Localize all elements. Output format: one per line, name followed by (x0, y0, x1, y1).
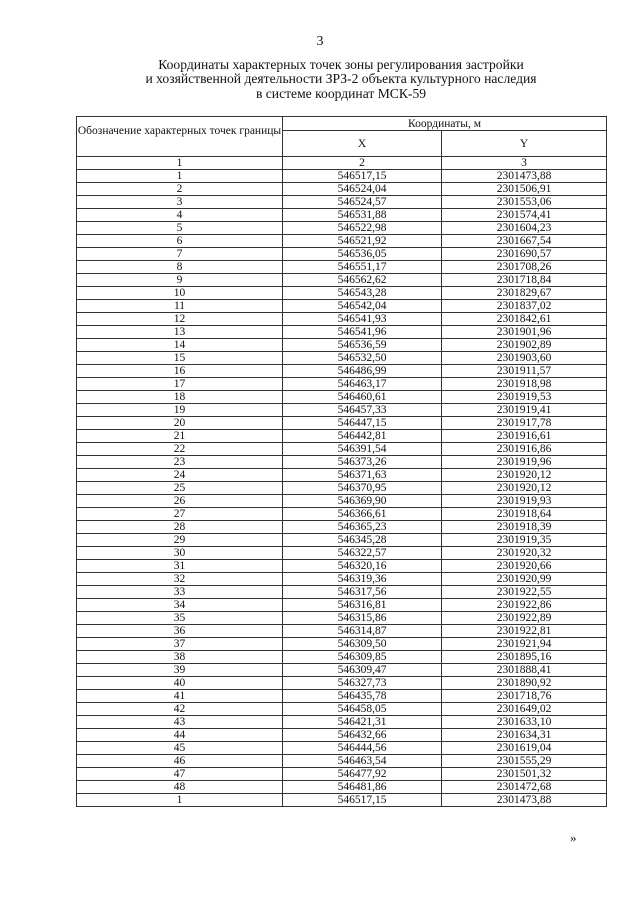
header-coordinates: Координаты, м (283, 117, 607, 131)
table-row (77, 781, 607, 794)
point-number-cell: 18 (77, 391, 283, 404)
y-coordinate-cell: 2301473,88 (442, 794, 607, 807)
y-coordinate-cell: 2301919,93 (442, 495, 607, 508)
x-coordinate-cell: 546524,04 (283, 183, 442, 196)
y-coordinate-cell: 2301919,96 (442, 456, 607, 469)
y-coordinate-cell: 2301604,23 (442, 222, 607, 235)
x-coordinate-cell: 546536,05 (283, 248, 442, 261)
table-row (77, 534, 607, 547)
document-title (76, 58, 606, 101)
point-number-cell: 10 (77, 287, 283, 300)
x-coordinate-cell: 546391,54 (283, 443, 442, 456)
y-coordinate-cell: 2301916,61 (442, 430, 607, 443)
table-row (77, 261, 607, 274)
point-number-cell: 38 (77, 651, 283, 664)
x-coordinate-cell: 546370,95 (283, 482, 442, 495)
table-row (77, 794, 607, 807)
x-coordinate-cell: 546432,66 (283, 729, 442, 742)
table-row (77, 391, 607, 404)
x-coordinate-cell: 546369,90 (283, 495, 442, 508)
table-row (77, 170, 607, 183)
point-number-cell: 35 (77, 612, 283, 625)
x-coordinate-cell: 546463,54 (283, 755, 442, 768)
table-row (77, 768, 607, 781)
point-number-cell: 13 (77, 326, 283, 339)
x-coordinate-cell: 546447,15 (283, 417, 442, 430)
y-coordinate-cell: 2301920,99 (442, 573, 607, 586)
table-row (77, 521, 607, 534)
y-coordinate-cell: 2301718,84 (442, 274, 607, 287)
point-number-cell: 45 (77, 742, 283, 755)
table-row (77, 664, 607, 677)
table-row (77, 274, 607, 287)
point-number-cell: 8 (77, 261, 283, 274)
table-row (77, 339, 607, 352)
x-coordinate-cell: 546531,88 (283, 209, 442, 222)
table-row (77, 222, 607, 235)
point-number-cell: 20 (77, 417, 283, 430)
table-row (77, 586, 607, 599)
point-number-cell: 23 (77, 456, 283, 469)
point-number-cell: 22 (77, 443, 283, 456)
x-coordinate-cell: 546536,59 (283, 339, 442, 352)
y-coordinate-cell: 2301829,67 (442, 287, 607, 300)
title-line-1: Координаты характерных точек зоны регулирования застройки (158, 57, 524, 72)
table-row (77, 638, 607, 651)
table-row (77, 248, 607, 261)
table-row (77, 573, 607, 586)
y-coordinate-cell: 2301555,29 (442, 755, 607, 768)
x-coordinate-cell: 546314,87 (283, 625, 442, 638)
column-numbering-row (77, 157, 607, 170)
table-row (77, 508, 607, 521)
point-number-cell: 7 (77, 248, 283, 261)
x-coordinate-cell: 546463,17 (283, 378, 442, 391)
point-number-cell: 9 (77, 274, 283, 287)
continuation-mark: » (570, 830, 577, 845)
point-number-cell: 19 (77, 404, 283, 417)
table-row (77, 404, 607, 417)
table-row (77, 560, 607, 573)
y-coordinate-cell: 2301690,57 (442, 248, 607, 261)
x-coordinate-cell: 546517,15 (283, 170, 442, 183)
x-coordinate-cell: 546551,17 (283, 261, 442, 274)
x-coordinate-cell: 546421,31 (283, 716, 442, 729)
column-number: 2 (283, 157, 442, 170)
x-coordinate-cell: 546365,23 (283, 521, 442, 534)
table-row (77, 352, 607, 365)
x-coordinate-cell: 546319,36 (283, 573, 442, 586)
x-coordinate-cell: 546309,47 (283, 664, 442, 677)
point-number-cell: 43 (77, 716, 283, 729)
x-coordinate-cell: 546460,61 (283, 391, 442, 404)
point-number-cell: 42 (77, 703, 283, 716)
y-coordinate-cell: 2301920,32 (442, 547, 607, 560)
table-header-row (77, 117, 607, 131)
y-coordinate-cell: 2301919,35 (442, 534, 607, 547)
x-coordinate-cell: 546316,81 (283, 599, 442, 612)
x-coordinate-cell: 546309,50 (283, 638, 442, 651)
y-coordinate-cell: 2301920,66 (442, 560, 607, 573)
table-row (77, 417, 607, 430)
table-row (77, 599, 607, 612)
table-row (77, 716, 607, 729)
x-coordinate-cell: 546322,57 (283, 547, 442, 560)
y-coordinate-cell: 2301473,88 (442, 170, 607, 183)
y-coordinate-cell: 2301918,39 (442, 521, 607, 534)
header-x: X (283, 131, 442, 157)
y-coordinate-cell: 2301708,26 (442, 261, 607, 274)
point-number-cell: 27 (77, 508, 283, 521)
y-coordinate-cell: 2301634,31 (442, 729, 607, 742)
table-row (77, 430, 607, 443)
page-number: 3 (316, 34, 324, 49)
header-y: Y (442, 131, 607, 157)
point-number-cell: 1 (77, 794, 283, 807)
table-row (77, 365, 607, 378)
x-coordinate-cell: 546457,33 (283, 404, 442, 417)
y-coordinate-cell: 2301895,16 (442, 651, 607, 664)
table-row (77, 196, 607, 209)
point-number-cell: 5 (77, 222, 283, 235)
point-number-cell: 16 (77, 365, 283, 378)
table-row (77, 495, 607, 508)
table-row (77, 235, 607, 248)
point-number-cell: 44 (77, 729, 283, 742)
table-row (77, 456, 607, 469)
x-coordinate-cell: 546444,56 (283, 742, 442, 755)
x-coordinate-cell: 546327,73 (283, 677, 442, 690)
title-line-2: и хозяйственной деятельности ЗРЗ-2 объекта культурного наследия (145, 71, 537, 87)
x-coordinate-cell: 546345,28 (283, 534, 442, 547)
point-number-cell: 29 (77, 534, 283, 547)
y-coordinate-cell: 2301718,76 (442, 690, 607, 703)
y-coordinate-cell: 2301920,12 (442, 482, 607, 495)
point-number-cell: 28 (77, 521, 283, 534)
column-number: 3 (442, 157, 607, 170)
y-coordinate-cell: 2301472,68 (442, 781, 607, 794)
y-coordinate-cell: 2301920,12 (442, 469, 607, 482)
coordinates-table (76, 116, 607, 807)
point-number-cell: 3 (77, 196, 283, 209)
point-number-cell: 14 (77, 339, 283, 352)
y-coordinate-cell: 2301506,91 (442, 183, 607, 196)
point-number-cell: 1 (77, 170, 283, 183)
point-number-cell: 46 (77, 755, 283, 768)
y-coordinate-cell: 2301922,89 (442, 612, 607, 625)
y-coordinate-cell: 2301633,10 (442, 716, 607, 729)
point-number-cell: 25 (77, 482, 283, 495)
y-coordinate-cell: 2301919,41 (442, 404, 607, 417)
table-row (77, 612, 607, 625)
x-coordinate-cell: 546543,28 (283, 287, 442, 300)
x-coordinate-cell: 546541,93 (283, 313, 442, 326)
table-row (77, 183, 607, 196)
table-row (77, 378, 607, 391)
y-coordinate-cell: 2301842,61 (442, 313, 607, 326)
y-coordinate-cell: 2301911,57 (442, 365, 607, 378)
table-row (77, 755, 607, 768)
x-coordinate-cell: 546373,26 (283, 456, 442, 469)
x-coordinate-cell: 546532,50 (283, 352, 442, 365)
table-row (77, 443, 607, 456)
y-coordinate-cell: 2301890,92 (442, 677, 607, 690)
table-row (77, 729, 607, 742)
column-number: 1 (77, 157, 283, 170)
x-coordinate-cell: 546435,78 (283, 690, 442, 703)
table-row (77, 742, 607, 755)
table-row (77, 287, 607, 300)
table-row (77, 313, 607, 326)
y-coordinate-cell: 2301649,02 (442, 703, 607, 716)
x-coordinate-cell: 546542,04 (283, 300, 442, 313)
x-coordinate-cell: 546442,81 (283, 430, 442, 443)
y-coordinate-cell: 2301918,64 (442, 508, 607, 521)
table-row (77, 625, 607, 638)
point-number-cell: 40 (77, 677, 283, 690)
x-coordinate-cell: 546521,92 (283, 235, 442, 248)
table-row (77, 209, 607, 222)
y-coordinate-cell: 2301553,06 (442, 196, 607, 209)
point-number-cell: 24 (77, 469, 283, 482)
y-coordinate-cell: 2301917,78 (442, 417, 607, 430)
y-coordinate-cell: 2301903,60 (442, 352, 607, 365)
point-number-cell: 48 (77, 781, 283, 794)
x-coordinate-cell: 546481,86 (283, 781, 442, 794)
y-coordinate-cell: 2301916,86 (442, 443, 607, 456)
point-number-cell: 17 (77, 378, 283, 391)
y-coordinate-cell: 2301619,04 (442, 742, 607, 755)
table-row (77, 300, 607, 313)
point-number-cell: 34 (77, 599, 283, 612)
x-coordinate-cell: 546522,98 (283, 222, 442, 235)
point-number-cell: 2 (77, 183, 283, 196)
x-coordinate-cell: 546320,16 (283, 560, 442, 573)
table-row (77, 677, 607, 690)
x-coordinate-cell: 546524,57 (283, 196, 442, 209)
point-number-cell: 33 (77, 586, 283, 599)
point-number-cell: 12 (77, 313, 283, 326)
table-row (77, 690, 607, 703)
point-number-cell: 37 (77, 638, 283, 651)
y-coordinate-cell: 2301919,53 (442, 391, 607, 404)
point-number-cell: 6 (77, 235, 283, 248)
table-row (77, 547, 607, 560)
point-number-cell: 26 (77, 495, 283, 508)
y-coordinate-cell: 2301922,55 (442, 586, 607, 599)
table-row (77, 469, 607, 482)
point-number-cell: 32 (77, 573, 283, 586)
table-row (77, 326, 607, 339)
x-coordinate-cell: 546458,05 (283, 703, 442, 716)
y-coordinate-cell: 2301574,41 (442, 209, 607, 222)
point-number-cell: 15 (77, 352, 283, 365)
x-coordinate-cell: 546366,61 (283, 508, 442, 521)
point-number-cell: 41 (77, 690, 283, 703)
point-number-cell: 47 (77, 768, 283, 781)
point-number-cell: 39 (77, 664, 283, 677)
x-coordinate-cell: 546541,96 (283, 326, 442, 339)
y-coordinate-cell: 2301918,98 (442, 378, 607, 391)
point-number-cell: 36 (77, 625, 283, 638)
x-coordinate-cell: 546486,99 (283, 365, 442, 378)
y-coordinate-cell: 2301922,81 (442, 625, 607, 638)
point-number-cell: 30 (77, 547, 283, 560)
y-coordinate-cell: 2301902,89 (442, 339, 607, 352)
point-number-cell: 11 (77, 300, 283, 313)
x-coordinate-cell: 546562,62 (283, 274, 442, 287)
point-number-cell: 31 (77, 560, 283, 573)
y-coordinate-cell: 2301921,94 (442, 638, 607, 651)
y-coordinate-cell: 2301837,02 (442, 300, 607, 313)
y-coordinate-cell: 2301667,54 (442, 235, 607, 248)
y-coordinate-cell: 2301888,41 (442, 664, 607, 677)
table-row (77, 482, 607, 495)
point-number-cell: 4 (77, 209, 283, 222)
title-line-3: в системе координат МСК-59 (255, 85, 427, 101)
table-row (77, 703, 607, 716)
x-coordinate-cell: 546317,56 (283, 586, 442, 599)
y-coordinate-cell: 2301901,96 (442, 326, 607, 339)
header-point-designation: Обозначение характерных точек границы (77, 117, 283, 157)
point-number-cell: 21 (77, 430, 283, 443)
x-coordinate-cell: 546315,86 (283, 612, 442, 625)
x-coordinate-cell: 546309,85 (283, 651, 442, 664)
x-coordinate-cell: 546371,63 (283, 469, 442, 482)
table-row (77, 651, 607, 664)
x-coordinate-cell: 546517,15 (283, 794, 442, 807)
y-coordinate-cell: 2301501,32 (442, 768, 607, 781)
x-coordinate-cell: 546477,92 (283, 768, 442, 781)
y-coordinate-cell: 2301922,86 (442, 599, 607, 612)
